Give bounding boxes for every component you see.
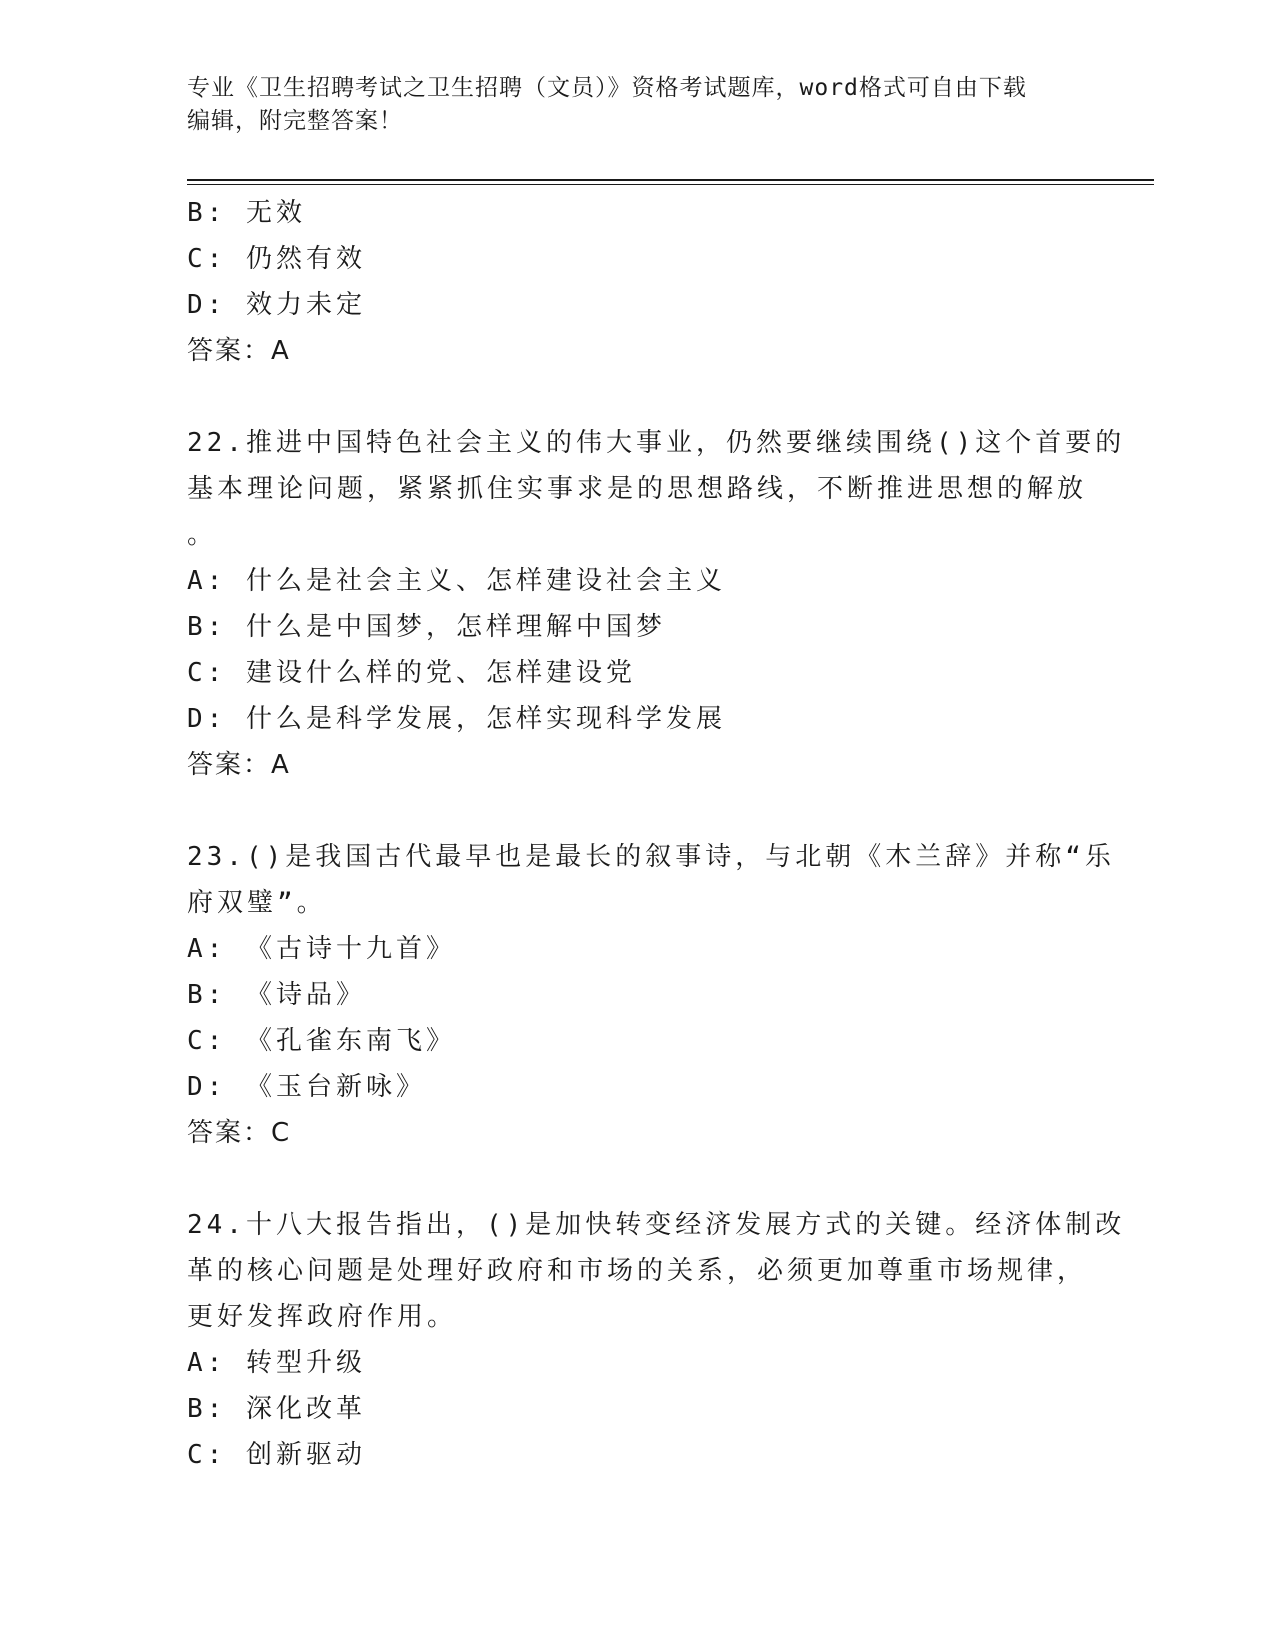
- stem-line: 府双璧”。: [187, 888, 327, 918]
- question-block-22: [187, 420, 1126, 788]
- option-d: D: 《玉台新咏》: [187, 1072, 426, 1102]
- header-divider-thin: [187, 184, 1154, 185]
- question-stem: [187, 420, 1126, 558]
- answer-line: 答案：A: [187, 750, 291, 780]
- question-stem: [187, 1202, 1126, 1340]
- option-a: A: 《古诗十九首》: [187, 934, 456, 964]
- option-c: C: 建设什么样的党、怎样建设党: [187, 658, 636, 688]
- header-line-2: 编辑，附完整答案！: [187, 108, 403, 134]
- option-b: B: 深化改革: [187, 1394, 366, 1424]
- option-d: D: 效力未定: [187, 290, 366, 320]
- stem-line: 24.十八大报告指出，()是加快转变经济发展方式的关键。经济体制改: [187, 1210, 1126, 1240]
- stem-line: 基本理论问题，紧紧抓住实事求是的思想路线，不断推进思想的解放: [187, 474, 1088, 504]
- option-a: A: 什么是社会主义、怎样建设社会主义: [187, 566, 726, 596]
- header-line-1: 专业《卫生招聘考试之卫生招聘（文员）》资格考试题库，word格式可自由下载: [187, 75, 1027, 101]
- answer-line: 答案：A: [187, 336, 291, 366]
- question-block-23: [187, 834, 1115, 1156]
- stem-line: 22.推进中国特色社会主义的伟大事业，仍然要继续围绕()这个首要的: [187, 428, 1126, 458]
- answer-line: 答案：C: [187, 1118, 292, 1148]
- option-c: C: 《孔雀东南飞》: [187, 1026, 456, 1056]
- option-c: C: 创新驱动: [187, 1440, 366, 1470]
- question-block-24: [187, 1202, 1126, 1478]
- stem-line: 更好发挥政府作用。: [187, 1302, 458, 1332]
- header-divider-thick: [187, 179, 1154, 181]
- document-header: [187, 72, 1087, 138]
- question-block-prev: [187, 190, 1087, 374]
- stem-line: 。: [187, 520, 218, 550]
- option-b: B: 什么是中国梦，怎样理解中国梦: [187, 612, 666, 642]
- question-content: [187, 190, 1126, 1478]
- stem-line: 革的核心问题是处理好政府和市场的关系，必须更加尊重市场规律，: [187, 1256, 1088, 1286]
- stem-line: 23.()是我国古代最早也是最长的叙事诗，与北朝《木兰辞》并称“乐: [187, 842, 1115, 872]
- question-stem: [187, 834, 1115, 926]
- option-b: B: 无效: [187, 198, 306, 228]
- option-c: C: 仍然有效: [187, 244, 366, 274]
- option-b: B: 《诗品》: [187, 980, 366, 1010]
- option-d: D: 什么是科学发展，怎样实现科学发展: [187, 704, 726, 734]
- option-a: A: 转型升级: [187, 1348, 366, 1378]
